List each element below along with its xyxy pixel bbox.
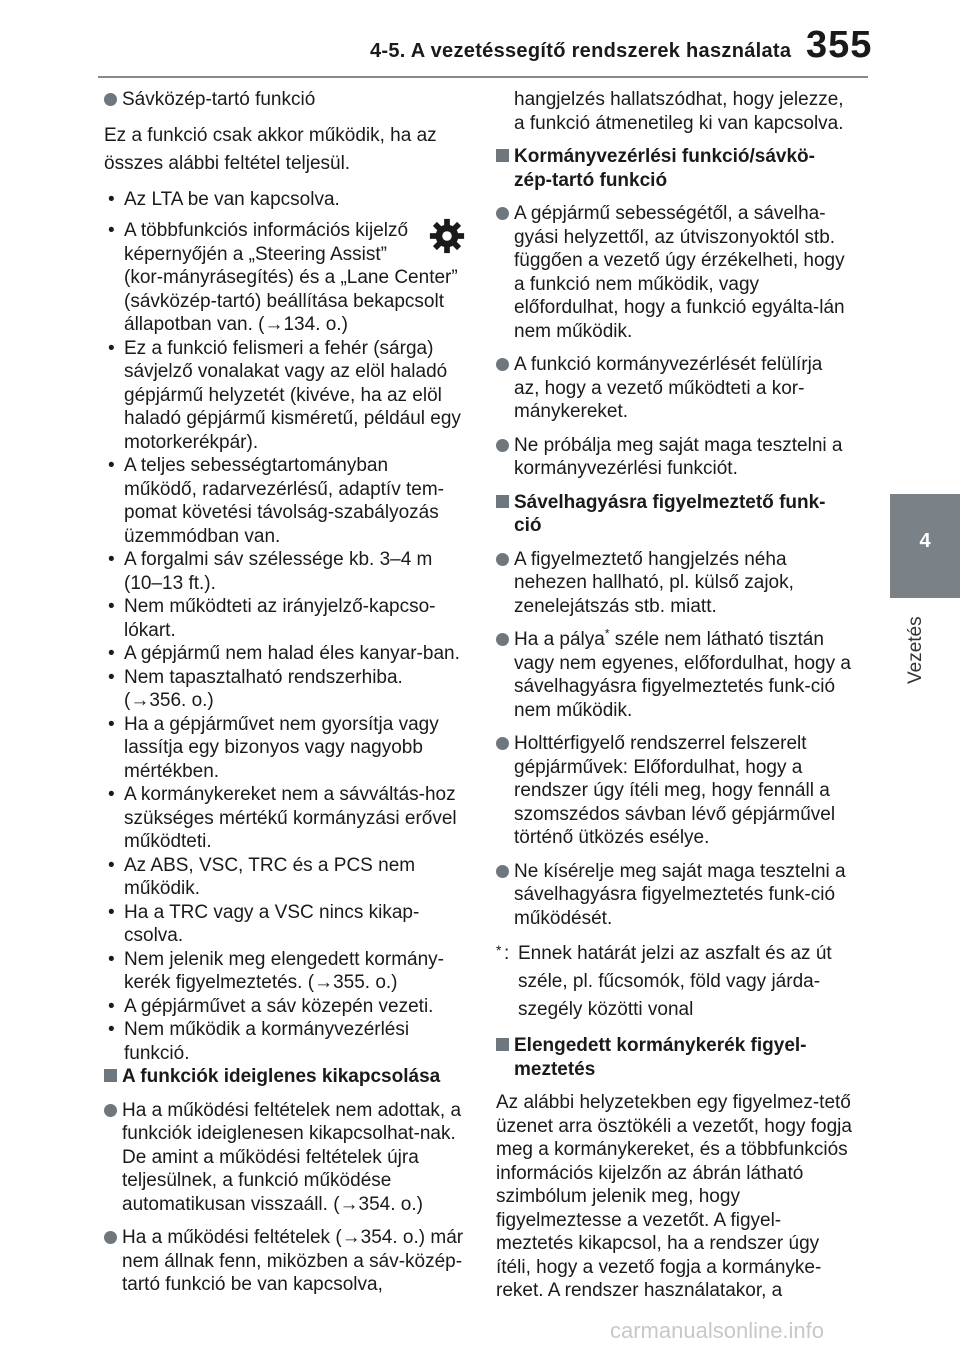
- page-number: 355: [806, 24, 873, 66]
- list-item: • Ha a gépjárművet nem gyorsítja vagy lassítja egy bizonyos vagy nagyobb mértékben.: [104, 713, 466, 784]
- bullet-dot-icon: [104, 93, 117, 106]
- list-item: • A kormánykereket nem a sávváltás-hoz szükséges mértékű kormányzási erővel működteti.: [104, 783, 466, 854]
- footnote-mark: *: [496, 942, 502, 958]
- list-item: • Az LTA be van kapcsolva.: [104, 188, 466, 212]
- list-item: • A forgalmi sáv szélessége kb. 3–4 m (10–13 ft.).: [104, 548, 466, 595]
- bullet-dot-icon: [496, 865, 509, 878]
- continued-paragraph: hangjelzés hallatszódhat, hogy jelezze, a funkció átmenetileg ki van kapcsolva.: [514, 89, 844, 134]
- list-item: • Ha a TRC vagy a VSC nincs kikap-csolva.: [104, 901, 466, 948]
- paragraph: Az alábbi helyzetekben egy figyelmez-tető üzenet arra ösztökéli a vezetőt, hogy fogja meg a kormánykereket, és a többfunkciós információs kijelzőn az ábrán látható szimbólum jelenik meg, hogy figyelmeztesse a vezetőt. A figyel-meztetés kikapcsol, ha a rendszer úgy ítéli, hogy a vezető fogja a kormányke-reket. A rendszer használatakor, a: [496, 1092, 852, 1301]
- chapter-number: 4: [919, 530, 931, 552]
- bullet-paragraph: A gépjármű sebességétől, a sávelha-gyási helyzettől, az útviszonyoktól stb. függően a vezető úgy érzékelheti, hogy a funkció nem működik, vagy előfordulhat, hogy a funkció egyálta-lán nem működik.: [496, 202, 852, 343]
- page-header: [0, 0, 866, 76]
- bullet-dot-icon: [496, 207, 509, 220]
- square-bullet-icon: [496, 149, 509, 162]
- bullet-paragraph: A funkció kormányvezérlését felülírja az, hogy a vezető működteti a kor-mánykereket.: [496, 353, 852, 424]
- bullet-dot-icon: [496, 553, 509, 566]
- chapter-label: Vezetés: [905, 616, 926, 684]
- list-item: • A gépjárművet a sáv közepén vezeti.: [104, 995, 466, 1019]
- bullet-paragraph: Holttérfigyelő rendszerrel felszerelt gépjárművek: Előfordulhat, hogy a rendszer úgy ítéli meg, hogy fennáll a szomszédos sávban lévő gépjárművel történő ütközés esélye.: [496, 732, 852, 850]
- bullet-paragraph: Ha a működési feltételek (→354. o.) már nem állnak fenn, miközben a sáv-közép-tartó funkció be van kapcsolva,: [104, 1226, 466, 1297]
- list-item: • Nem működteti az irányjelző-kapcso-lókart.: [104, 595, 466, 642]
- section-title: 4-5. A vezetéssegítő rendszerek használata: [370, 40, 792, 62]
- footnote: * : Ennek határát jelzi az aszfalt és az út széle, pl. fűcsomók, föld vagy járda-szegély közötti vonal: [496, 940, 852, 1024]
- bullet-paragraph: Ha a pálya* széle nem látható tisztán vagy nem egyenes, előfordulhat, hogy a sávelhagyásra figyelmeztetés funk-ció nem működik.: [496, 628, 852, 722]
- right-column: [496, 88, 852, 1313]
- list-item: • A többfunkciós információs kijelző képernyőjén a „Steering Assist” (kor-mányrásegítés) és a „Lane Center” (sávközép-tartó) beállítása bekapcsolt állapotban van. (→134. o.): [104, 219, 466, 337]
- bullet-paragraph: Ne próbálja meg saját maga tesztelni a kormányvezérlési funkciót.: [496, 434, 852, 481]
- settings-gear-icon: [428, 217, 466, 255]
- list-item: • Nem jelenik meg elengedett kormány-kerék figyelmeztetés. (→355. o.): [104, 948, 466, 995]
- bullet-dot-icon: [496, 737, 509, 750]
- bullet-paragraph: A figyelmeztető hangjelzés néha nehezen hallható, pl. külső zajok, zenelejátszás stb. miatt.: [496, 548, 852, 619]
- square-heading: Sávelhagyásra figyelmeztető funk-ció: [496, 491, 852, 538]
- bullet-dot-icon: [496, 358, 509, 371]
- header-rule: [98, 76, 868, 78]
- watermark: carmanualsonline.info: [610, 1318, 825, 1343]
- bullet-paragraph: Ha a működési feltételek nem adottak, a funkciók ideiglenesen kikapcsolhat-nak. De amint a működési feltételek újra teljesülnek, a funkció működése automatikusan visszaáll. (→354. o.): [104, 1099, 466, 1217]
- bullet-dot-icon: [104, 1231, 117, 1244]
- list-item: • A teljes sebességtartományban működő, radarvezérlésű, adaptív tem-pomat követési távolság-szabályozás üzemmódban van.: [104, 454, 466, 548]
- square-heading: A funkciók ideiglenes kikapcsolása: [104, 1065, 466, 1089]
- list-item: • A gépjármű nem halad éles kanyar-ban.: [104, 642, 466, 666]
- left-column: [104, 88, 466, 1307]
- list-item: • Az ABS, VSC, TRC és a PCS nem működik.: [104, 854, 466, 901]
- list-item: • Nem tapasztalható rendszerhiba. (→356. o.): [104, 666, 466, 713]
- square-heading: Elengedett kormánykerék figyel-meztetés: [496, 1034, 852, 1081]
- square-bullet-icon: [496, 495, 509, 508]
- square-bullet-icon: [496, 1038, 509, 1051]
- square-bullet-icon: [104, 1069, 117, 1082]
- conditions-list: [104, 188, 466, 1066]
- footnote-ref: *: [604, 626, 610, 641]
- list-item: • Ez a funkció felismeri a fehér (sárga) sávjelző vonalakat vagy az elöl haladó gépjármű helyzetét (kivéve, ha az elöl haladó gépjármű kisméretű, például egy motorkerékpár).: [104, 337, 466, 455]
- bullet-paragraph: Ne kísérelje meg saját maga tesztelni a sávelhagyásra figyelmeztetés funk-ció működését.: [496, 860, 852, 931]
- paragraph: Ez a funkció csak akkor működik, ha az összes alábbi feltétel teljesül.: [104, 124, 437, 174]
- bullet-dot-icon: [496, 439, 509, 452]
- list-item: • Nem működik a kormányvezérlési funkció.: [104, 1018, 466, 1065]
- bullet-dot-icon: [496, 633, 509, 646]
- bullet-dot-icon: [104, 1104, 117, 1117]
- square-heading: Kormányvezérlési funkció/sávkö-zép-tartó funkció: [496, 145, 852, 192]
- bullet-heading: Sávközép-tartó funkció: [104, 88, 466, 112]
